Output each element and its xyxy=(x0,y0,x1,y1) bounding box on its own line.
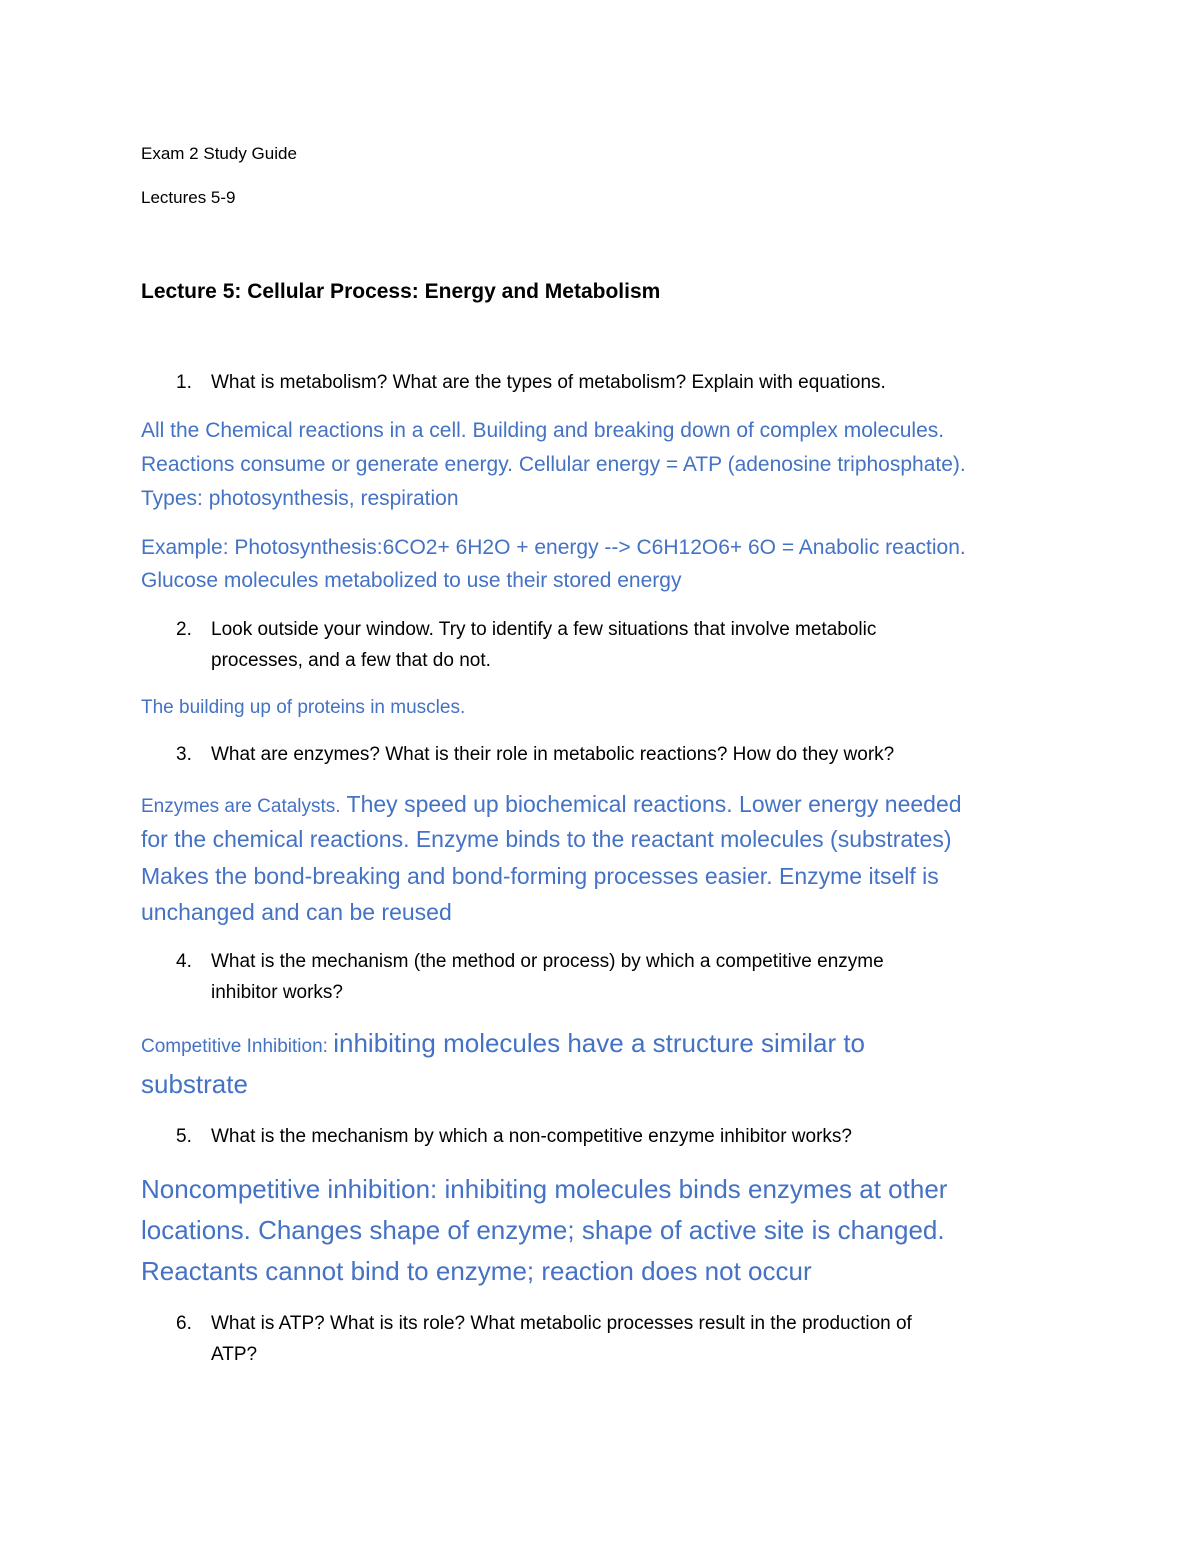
question-number: 3. xyxy=(176,744,192,765)
answer-line: unchanged and can be reused xyxy=(141,899,452,925)
answer-rest: inhibiting molecules have a structure similar to xyxy=(333,1028,866,1058)
question-text: What is ATP? What is its role? What metabolic processes result in the production of xyxy=(211,1313,912,1334)
question-text: What is metabolism? What are the types of metabolism? Explain with equations. xyxy=(211,372,886,393)
answer-line: Example: Photosynthesis:6CO2+ 6H2O + energy --> C6H12O6+ 6O = Anabolic reaction. xyxy=(141,536,966,559)
answer-lead: Competitive Inhibition: xyxy=(141,1036,334,1057)
answer-line xyxy=(141,1028,865,1059)
doc-subtitle: Lectures 5-9 xyxy=(141,188,236,207)
question-number: 5. xyxy=(176,1126,192,1147)
lecture-heading: Lecture 5: Cellular Process: Energy and Metabolism xyxy=(141,280,661,303)
question-text: ATP? xyxy=(211,1344,258,1365)
answer-line: Makes the bond-breaking and bond-forming processes easier. Enzyme itself is xyxy=(141,863,939,889)
answer-line: substrate xyxy=(141,1069,248,1099)
question-text: What are enzymes? What is their role in metabolic reactions? How do they work? xyxy=(211,744,895,765)
answer-lead: Enzymes are Catalysts. xyxy=(141,796,341,817)
question-text: What is the mechanism by which a non-competitive enzyme inhibitor works? xyxy=(211,1126,852,1147)
answer-line: locations. Changes shape of enzyme; shape of active site is changed. xyxy=(141,1215,945,1245)
answer-line: Reactants cannot bind to enzyme; reaction does not occur xyxy=(141,1256,812,1286)
answer-line: All the Chemical reactions in a cell. Building and breaking down of complex molecules. xyxy=(141,419,945,442)
answer-line xyxy=(141,791,962,818)
doc-title: Exam 2 Study Guide xyxy=(141,144,297,163)
question-text: Look outside your window. Try to identify a few situations that involve metabolic xyxy=(211,619,877,640)
answer-line: Glucose molecules metabolized to use their stored energy xyxy=(141,569,682,592)
answer-line: The building up of proteins in muscles. xyxy=(141,697,466,718)
answer-line: for the chemical reactions. Enzyme binds to the reactant molecules (substrates) xyxy=(141,826,952,852)
answer-line: Types: photosynthesis, respiration xyxy=(141,487,459,510)
question-text: What is the mechanism (the method or process) by which a competitive enzyme xyxy=(211,951,884,972)
answer-rest: They speed up biochemical reactions. Lower energy needed xyxy=(340,791,962,817)
question-text: processes, and a few that do not. xyxy=(211,650,491,671)
question-number: 2. xyxy=(176,619,192,640)
answer-line: Reactions consume or generate energy. Cellular energy = ATP (adenosine triphosphate). xyxy=(141,453,966,476)
question-number: 4. xyxy=(176,951,192,972)
question-number: 1. xyxy=(176,372,192,393)
question-text: inhibitor works? xyxy=(211,982,343,1003)
answer-line: Noncompetitive inhibition: inhibiting molecules binds enzymes at other xyxy=(141,1174,948,1204)
question-number: 6. xyxy=(176,1313,192,1334)
